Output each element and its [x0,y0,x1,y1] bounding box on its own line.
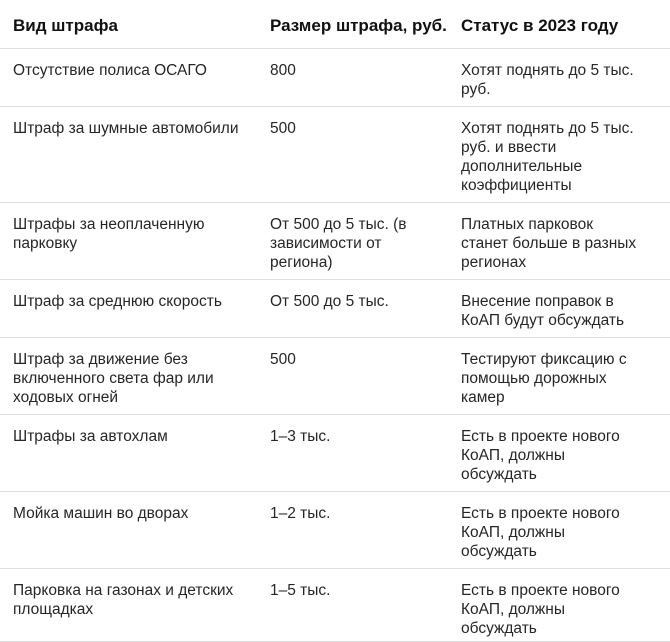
fine-amount-cell: 800 [270,62,296,79]
fine-status-cell: Есть в проекте нового КоАП, должны обсуждать [461,582,620,637]
table-header [0,0,670,49]
fine-type-cell: Штраф за среднюю скорость [13,293,222,310]
table-row [0,280,670,338]
fine-amount-cell: 500 [270,120,296,137]
table-row [0,338,670,415]
fine-status-cell: Есть в проекте нового КоАП, должны обсуждать [461,428,620,483]
header-fine-type: Вид штрафа [13,16,118,35]
fine-type-cell: Штраф за движение без включенного света фар или ходовых огней [13,351,214,406]
fine-status-cell: Хотят поднять до 5 тыс. руб. [461,62,634,98]
fine-status-cell: Есть в проекте нового КоАП, должны обсуждать [461,505,620,560]
fine-amount-cell: От 500 до 5 тыс. [270,293,389,310]
fine-status-cell: Тестируют фиксацию с помощью дорожных камер [461,351,627,406]
table-row [0,107,670,203]
header-status-2023: Статус в 2023 году [461,16,619,35]
fine-amount-cell: 1–5 тыс. [270,582,331,599]
fine-status-cell: Внесение поправок в КоАП будут обсуждать [461,293,625,329]
fine-type-cell: Парковка на газонах и детских площадках [13,582,234,618]
table-row [0,203,670,280]
table-row [0,49,670,107]
fine-amount-cell: 500 [270,351,296,368]
fine-amount-cell: 1–3 тыс. [270,428,331,445]
fine-type-cell: Штрафы за неоплаченную парковку [13,216,205,252]
fine-type-cell: Отсутствие полиса ОСАГО [13,62,207,79]
fine-amount-cell: 1–2 тыс. [270,505,331,522]
fine-status-cell: Платных парковок станет больше в разных регионах [461,216,637,271]
fine-type-cell: Штраф за шумные автомобили [13,120,239,137]
table-row [0,569,670,642]
fine-amount-cell: От 500 до 5 тыс. (в зависимости от региона) [270,216,407,271]
table-row [0,415,670,492]
table-row [0,492,670,569]
header-fine-amount: Размер штрафа, руб. [270,16,447,35]
fine-type-cell: Мойка машин во дворах [13,505,189,522]
fine-status-cell: Хотят поднять до 5 тыс. руб. и ввести дополнительные коэффициенты [461,120,634,194]
fine-type-cell: Штрафы за автохлам [13,428,168,445]
